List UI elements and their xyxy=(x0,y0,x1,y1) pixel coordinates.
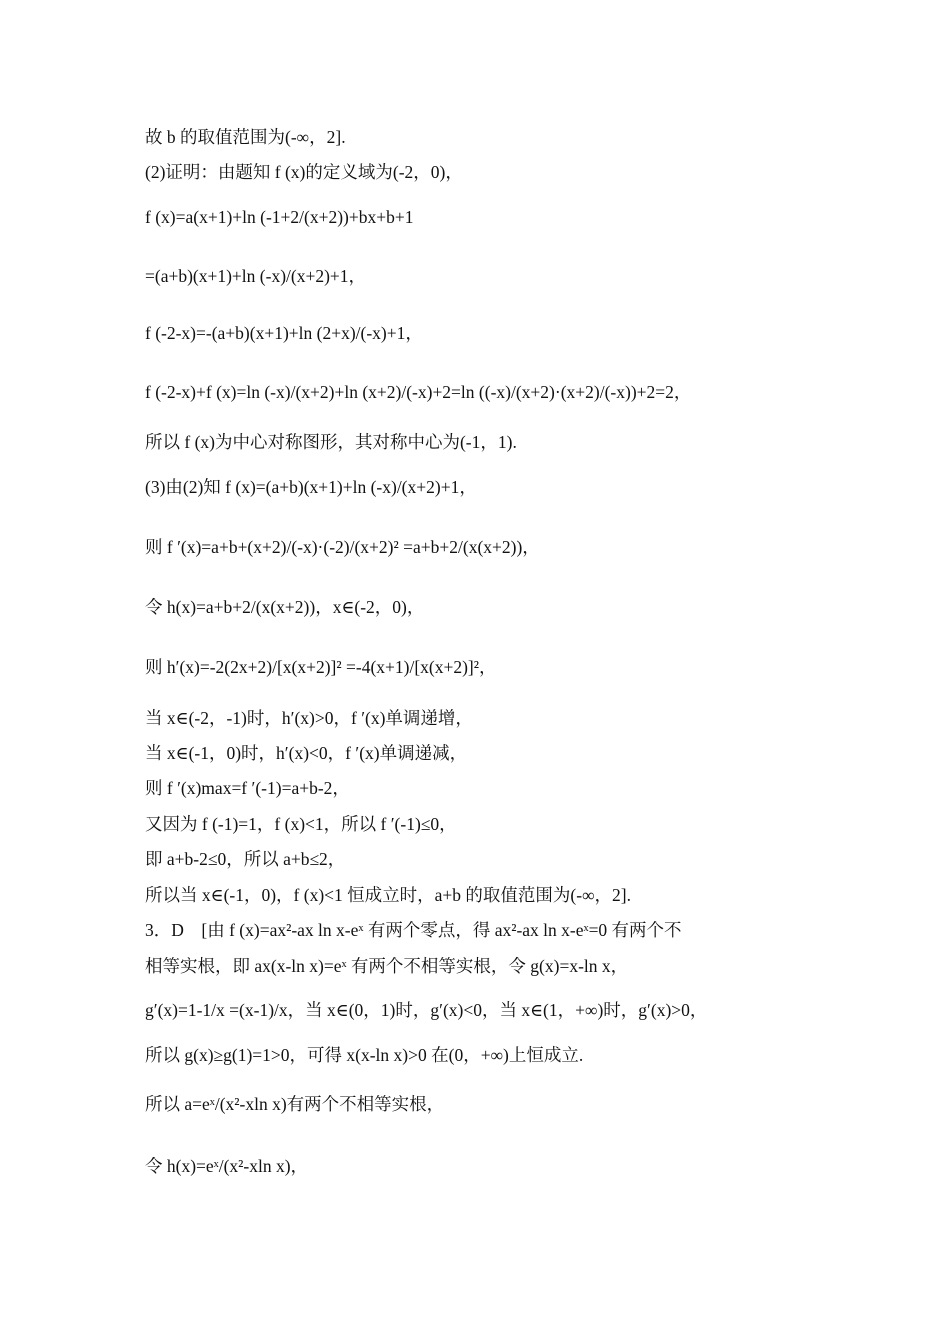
text-line-12: 当 x∈(-2，-1)时，h′(x)>0，f ′(x)单调递增， xyxy=(145,708,473,728)
text-line-1: 故 b 的取值范围为(-∞，2]. xyxy=(145,127,346,147)
text-line-18: 3．D [由 f (x)=ax²-ax ln x-eˣ 有两个零点，得 ax²-ax ln x-eˣ=0 有两个不 xyxy=(145,920,682,940)
formula-line-22: 所以 a=eˣ/(x²-xln x)有两个不相等实根， xyxy=(145,1094,445,1114)
text-line-16: 即 a+b-2≤0，所以 a+b≤2， xyxy=(145,849,346,869)
formula-line-10: 令 h(x)=a+b+2/(x(x+2))，x∈(-2，0)， xyxy=(145,597,425,617)
formula-line-8: (3)由(2)知 f (x)=(a+b)(x+1)+ln (-x)/(x+2)+1， xyxy=(145,477,477,497)
text-line-15: 又因为 f (-1)=1，f (x)<1，所以 f ′(-1)≤0， xyxy=(145,814,457,834)
formula-line-4: =(a+b)(x+1)+ln (-x)/(x+2)+1， xyxy=(145,266,367,286)
text-line-21: 所以 g(x)≥g(1)=1>0，可得 x(x-ln x)>0 在(0，+∞)上恒成立. xyxy=(145,1045,584,1065)
formula-line-11: 则 h′(x)=-2(2x+2)/[x(x+2)]² =-4(x+1)/[x(x+2)]²， xyxy=(145,657,497,677)
formula-line-5: f (-2-x)=-(a+b)(x+1)+ln (2+x)/(-x)+1， xyxy=(145,323,423,343)
text-line-19: 相等实根，即 ax(x-ln x)=eˣ 有两个不相等实根，令 g(x)=x-ln x， xyxy=(145,956,629,976)
formula-line-20: g′(x)=1-1/x =(x-1)/x，当 x∈(0，1)时，g′(x)<0，当 x∈(1，+∞)时，g′(x)>0， xyxy=(145,1000,708,1020)
formula-line-23: 令 h(x)=eˣ/(x²-xln x)， xyxy=(145,1156,309,1176)
formula-line-6: f (-2-x)+f (x)=ln (-x)/(x+2)+ln (x+2)/(-x)+2=ln ((-x)/(x+2)·(x+2)/(-x))+2=2， xyxy=(145,382,692,402)
text-line-2: (2)证明：由题知 f (x)的定义域为(-2，0)， xyxy=(145,162,463,182)
formula-line-9: 则 f ′(x)=a+b+(x+2)/(-x)·(-2)/(x+2)² =a+b+2/(x(x+2))， xyxy=(145,537,540,557)
text-line-14: 则 f ′(x)max=f ′(-1)=a+b-2， xyxy=(145,778,350,798)
text-line-13: 当 x∈(-1，0)时，h′(x)<0，f ′(x)单调递减， xyxy=(145,743,468,763)
text-line-7: 所以 f (x)为中心对称图形，其对称中心为(-1，1). xyxy=(145,432,517,452)
text-line-17: 所以当 x∈(-1，0)，f (x)<1 恒成立时，a+b 的取值范围为(-∞，2]. xyxy=(145,885,632,905)
formula-line-3: f (x)=a(x+1)+ln (-1+2/(x+2))+bx+b+1 xyxy=(145,207,414,227)
